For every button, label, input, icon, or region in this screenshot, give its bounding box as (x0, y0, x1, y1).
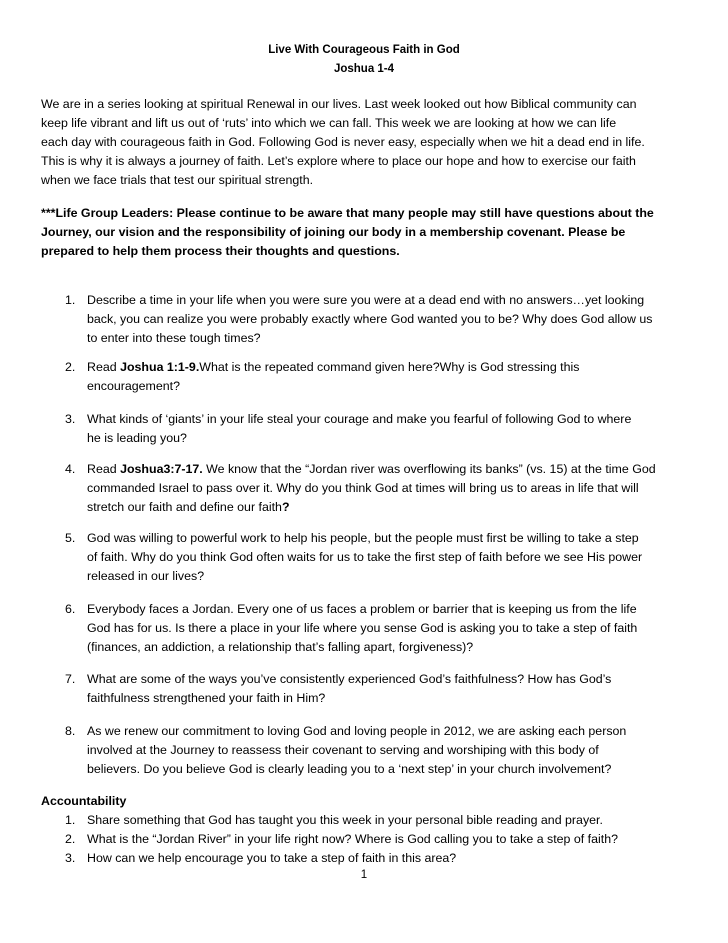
question-line: What are some of the ways you’ve consistently experienced God’s faithfulness? How has God’s (87, 672, 612, 686)
question-number: 6. (65, 602, 76, 616)
question-line: Describe a time in your life when you were sure you were at a dead end with no answers…yet looking (87, 293, 645, 307)
question-line (87, 498, 290, 517)
accountability-number: 2. (65, 832, 76, 846)
question-text: We know that the “Jordan river was overflowing its banks” (vs. 15) at the time God (202, 462, 656, 476)
document-title: Live With Courageous Faith in God (268, 44, 460, 56)
question-line: What kinds of ‘giants’ in your life steal your courage and make you fearful of following God to where (87, 412, 632, 426)
question-text: Read (87, 360, 121, 374)
accountability-number: 3. (65, 851, 76, 865)
question-line: believers. Do you believe God is clearly leading you to a ‘next step’ in your church involvement? (87, 762, 612, 776)
question-line (87, 358, 579, 377)
accountability-number: 1. (65, 813, 76, 827)
intro-line: each day with courageous faith in God. Following God is never easy, especially when we hit a dead end in life. (41, 135, 645, 149)
question-line: faithfulness strengthened your faith in Him? (87, 691, 326, 705)
intro-line: keep life vibrant and lift us out of ‘ruts’ into which we can fall. This week we are looking at how we can life (41, 116, 617, 130)
leaders-note-line: Journey, our vision and the responsibility of joining our body in a membership covenant. Please be (41, 225, 626, 239)
question-number: 8. (65, 724, 76, 738)
scripture-reference: Joshua3:7-17. (120, 462, 203, 476)
accountability-item: What is the “Jordan River” in your life right now? Where is God calling you to take a step of faith? (87, 832, 618, 846)
question-line: As we renew our commitment to loving God and loving people in 2012, we are asking each person (87, 724, 627, 738)
question-line: he is leading you? (87, 431, 187, 445)
page-number: 1 (360, 869, 368, 881)
intro-line: This is why it is always a journey of faith. Let’s explore where to place our hope and how to exercise our faith (41, 154, 636, 168)
accountability-item: How can we help encourage you to take a step of faith in this area? (87, 851, 457, 865)
accountability-item: Share something that God has taught you this week in your personal bible reading and prayer. (87, 813, 603, 827)
question-text: stretch our faith and define our faith (87, 500, 282, 514)
question-text: What is the repeated command given here?Why is God stressing this (199, 360, 580, 374)
question-mark: ? (281, 500, 290, 514)
question-number: 1. (65, 293, 76, 307)
question-number: 5. (65, 531, 76, 545)
question-line: released in our lives? (87, 569, 205, 583)
question-line: to enter into these tough times? (87, 331, 261, 345)
question-line: commanded Israel to pass over it. Why do you think God at times will bring us to areas in life that will (87, 481, 639, 495)
intro-line: when we face trials that test our spiritual strength. (41, 173, 314, 187)
question-line: encouragement? (87, 379, 180, 393)
question-number: 7. (65, 672, 76, 686)
question-line: involved at the Journey to reassess their covenant to serving and worshiping with this body of (87, 743, 599, 757)
question-line: back, you can realize you were probably exactly where God wanted you to be? Why does God allow us (87, 312, 653, 326)
question-line: God was willing to powerful work to help his people, but the people must first be willing to take a step (87, 531, 639, 545)
question-line: of faith. Why do you think God often waits for us to take the first step of faith before we see His power (87, 550, 643, 564)
question-number: 3. (65, 412, 76, 426)
question-line (87, 460, 656, 479)
question-line: (finances, an addiction, a relationship that’s falling apart, forgiveness)? (87, 640, 474, 654)
accountability-heading: Accountability (41, 794, 127, 808)
leaders-note-line: prepared to help them process their thoughts and questions. (41, 244, 400, 258)
leaders-note-line: ***Life Group Leaders: Please continue to be aware that many people may still have questions about the (41, 206, 654, 220)
question-text: Read (87, 462, 121, 476)
scripture-reference: Joshua 1:1-9. (120, 360, 200, 374)
intro-line: We are in a series looking at spiritual Renewal in our lives. Last week looked out how Biblical community can (41, 97, 637, 111)
question-number: 2. (65, 360, 76, 374)
question-number: 4. (65, 462, 76, 476)
question-line: God has for us. Is there a place in your life where you sense God is asking you to take a step of faith (87, 621, 638, 635)
document-subtitle: Joshua 1-4 (333, 63, 395, 75)
question-line: Everybody faces a Jordan. Every one of us faces a problem or barrier that is keeping us from the life (87, 602, 637, 616)
